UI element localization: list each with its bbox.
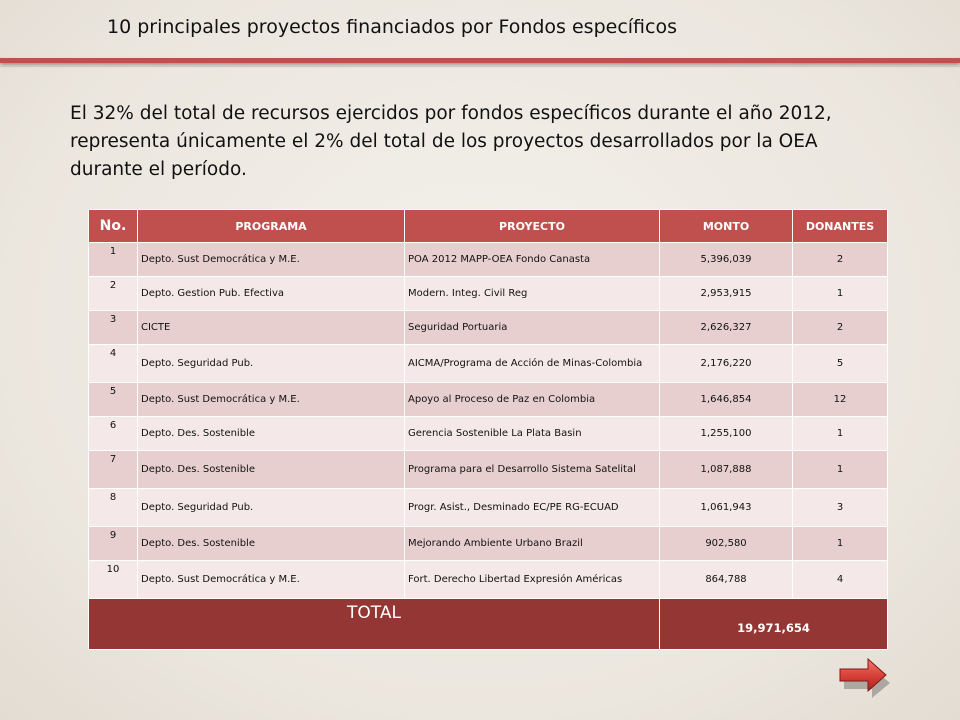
header-programa: PROGRAMA	[138, 210, 405, 243]
cell-monto: 864,788	[660, 561, 793, 599]
table-row	[89, 527, 888, 561]
total-value: 19,971,654	[660, 599, 888, 650]
cell-programa: Depto. Des. Sostenible	[138, 527, 405, 561]
table-row	[89, 277, 888, 311]
cell-programa: CICTE	[138, 311, 405, 345]
table-row	[89, 489, 888, 527]
cell-donantes: 1	[793, 417, 888, 451]
cell-proyecto: Programa para el Desarrollo Sistema Satelital	[405, 451, 660, 489]
cell-no: 1	[89, 243, 138, 277]
cell-programa: Depto. Seguridad Pub.	[138, 345, 405, 383]
cell-programa: Depto. Sust Democrática y M.E.	[138, 383, 405, 417]
cell-programa: Depto. Seguridad Pub.	[138, 489, 405, 527]
cell-donantes: 12	[793, 383, 888, 417]
cell-proyecto: Modern. Integ. Civil Reg	[405, 277, 660, 311]
table-row	[89, 383, 888, 417]
summary-paragraph: El 32% del total de recursos ejercidos por fondos específicos durante el año 2012, representa únicamente el 2% del total de los proyectos desarrollados por la OEA durante el período.	[70, 103, 832, 180]
title-divider	[0, 58, 960, 63]
header-proyecto: PROYECTO	[405, 210, 660, 243]
cell-monto: 5,396,039	[660, 243, 793, 277]
header-donantes: DONANTES	[793, 210, 888, 243]
cell-monto: 902,580	[660, 527, 793, 561]
cell-monto: 2,953,915	[660, 277, 793, 311]
right-arrow-icon	[836, 655, 892, 699]
header-no: No.	[89, 210, 138, 243]
cell-proyecto: Fort. Derecho Libertad Expresión Américas	[405, 561, 660, 599]
cell-proyecto: Gerencia Sostenible La Plata Basin	[405, 417, 660, 451]
table-row	[89, 311, 888, 345]
cell-no: 5	[89, 383, 138, 417]
cell-programa: Depto. Des. Sostenible	[138, 451, 405, 489]
header-monto: MONTO	[660, 210, 793, 243]
cell-monto: 1,087,888	[660, 451, 793, 489]
cell-no: 2	[89, 277, 138, 311]
cell-no: 10	[89, 561, 138, 599]
cell-programa: Depto. Sust Democrática y M.E.	[138, 243, 405, 277]
cell-donantes: 1	[793, 527, 888, 561]
cell-donantes: 5	[793, 345, 888, 383]
cell-programa: Depto. Gestion Pub. Efectiva	[138, 277, 405, 311]
cell-monto: 1,646,854	[660, 383, 793, 417]
cell-no: 8	[89, 489, 138, 527]
cell-donantes: 2	[793, 243, 888, 277]
cell-monto: 2,626,327	[660, 311, 793, 345]
cell-proyecto: Seguridad Portuaria	[405, 311, 660, 345]
cell-donantes: 4	[793, 561, 888, 599]
projects-table	[88, 209, 888, 650]
table-row	[89, 345, 888, 383]
table-row	[89, 243, 888, 277]
cell-proyecto: Mejorando Ambiente Urbano Brazil	[405, 527, 660, 561]
cell-no: 7	[89, 451, 138, 489]
next-slide-button[interactable]	[836, 655, 884, 689]
cell-no: 3	[89, 311, 138, 345]
cell-monto: 2,176,220	[660, 345, 793, 383]
cell-no: 4	[89, 345, 138, 383]
cell-donantes: 1	[793, 451, 888, 489]
cell-proyecto: AICMA/Programa de Acción de Minas-Colombia	[405, 345, 660, 383]
table-row	[89, 451, 888, 489]
table-row	[89, 417, 888, 451]
cell-proyecto: Progr. Asist., Desminado EC/PE RG-ECUAD	[405, 489, 660, 527]
cell-proyecto: POA 2012 MAPP-OEA Fondo Canasta	[405, 243, 660, 277]
cell-donantes: 2	[793, 311, 888, 345]
total-row	[89, 599, 888, 650]
cell-monto: 1,061,943	[660, 489, 793, 527]
cell-proyecto: Apoyo al Proceso de Paz en Colombia	[405, 383, 660, 417]
table-row	[89, 561, 888, 599]
cell-no: 6	[89, 417, 138, 451]
slide-title: 10 principales proyectos financiados por Fondos específicos	[107, 16, 677, 38]
cell-programa: Depto. Des. Sostenible	[138, 417, 405, 451]
cell-donantes: 3	[793, 489, 888, 527]
cell-no: 9	[89, 527, 138, 561]
table-header-row	[89, 210, 888, 243]
cell-programa: Depto. Sust Democrática y M.E.	[138, 561, 405, 599]
total-label: TOTAL	[89, 599, 660, 650]
cell-monto: 1,255,100	[660, 417, 793, 451]
cell-donantes: 1	[793, 277, 888, 311]
title-divider-shadow	[0, 66, 960, 67]
